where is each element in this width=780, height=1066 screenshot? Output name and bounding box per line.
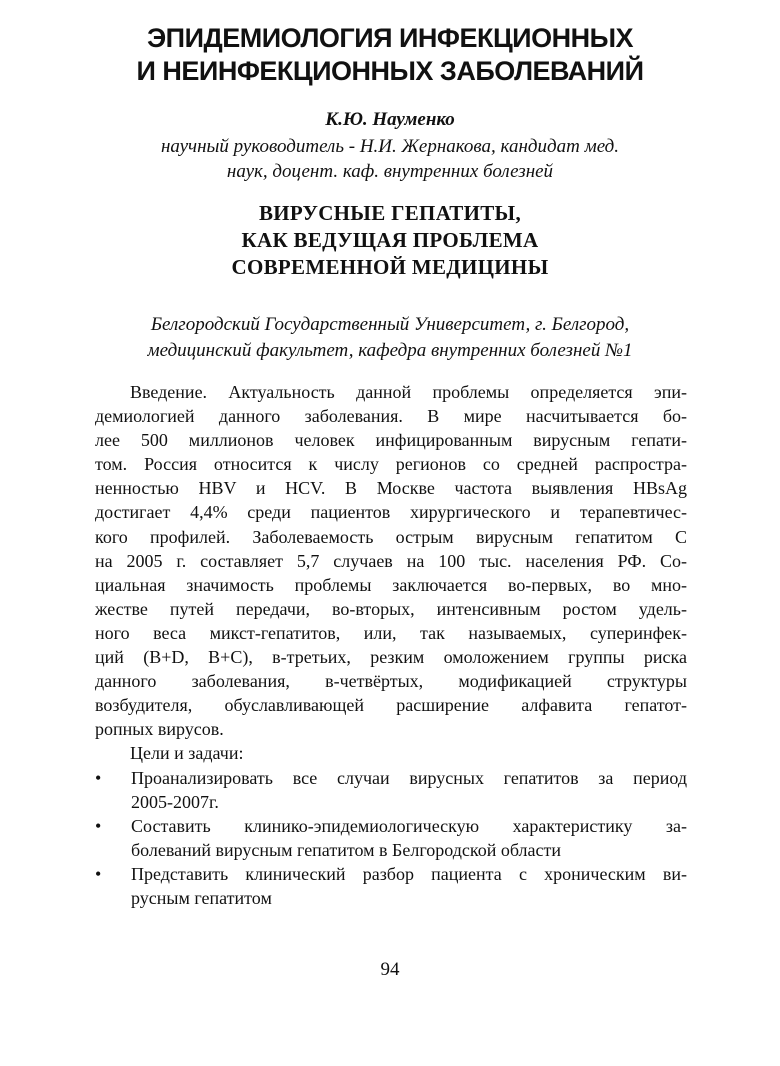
affiliation	[90, 312, 690, 364]
intro-paragraph	[95, 380, 687, 741]
goals-list	[95, 766, 687, 911]
article-title-line-2: КАК ВЕДУЩАЯ ПРОБЛЕМА	[241, 228, 539, 252]
article-title	[0, 200, 780, 281]
goal-line: Составить клинико-эпидемиологическую характеристику за-	[131, 815, 687, 836]
goals-heading: Цели и задачи:	[130, 743, 244, 764]
intro-line: ций (В+D, В+С), в-третьих, резким омоложением группы риска	[95, 647, 687, 668]
goals-section	[95, 741, 687, 910]
intro-line: данного заболевания, в-четвёртых, модификацией структуры	[95, 671, 687, 692]
intro-line: Введение. Актуальность данной проблемы определяется эпи-	[130, 382, 687, 402]
intro-line: демиологией данного заболевания. В мире насчитывается бо-	[95, 406, 687, 427]
supervisor-line-1: научный руководитель - Н.И. Жернакова, кандидат мед.	[160, 136, 620, 157]
intro-line: ропных вирусов.	[95, 719, 224, 740]
affiliation-line-2: медицинский факультет, кафедра внутренних болезней №1	[147, 340, 633, 361]
intro-line: на 2005 г. составляет 5,7 случаев на 100 тыс. населения РФ. Со-	[95, 550, 687, 571]
section-title	[0, 22, 780, 88]
article-title-line-1: ВИРУСНЫЕ ГЕПАТИТЫ,	[258, 201, 522, 225]
section-title-line-1: ЭПИДЕМИОЛОГИЯ ИНФЕКЦИОННЫХ	[146, 23, 634, 53]
supervisor-info	[100, 134, 680, 184]
article-body	[95, 380, 687, 910]
goal-line: Представить клинический разбор пациента с хроническим ви-	[131, 863, 687, 884]
intro-line: лее 500 миллионов человек инфицированным вирусным гепати-	[95, 430, 687, 451]
supervisor-line-2: наук, доцент. каф. внутренних болезней	[226, 161, 554, 182]
goal-item	[95, 766, 687, 814]
affiliation-line-1: Белгородский Государственный Университет, г. Белгород,	[150, 314, 630, 335]
article-title-line-3: СОВРЕМЕННОЙ МЕДИЦИНЫ	[231, 255, 549, 279]
page-number: 94	[380, 959, 400, 980]
section-title-line-2: И НЕИНФЕКЦИОННЫХ ЗАБОЛЕВАНИЙ	[136, 56, 644, 86]
intro-line: ненностью HBV и HCV. В Москве частота выявления HBsAg	[95, 478, 687, 499]
goal-item	[95, 862, 687, 910]
intro-line: кого профилей. Заболеваемость острым вирусным гепатитом С	[95, 526, 687, 547]
goal-line: 2005-2007г.	[131, 791, 219, 812]
intro-line: циальная значимость проблемы заключается во-первых, во мно-	[95, 574, 687, 595]
bullet-icon: •	[95, 815, 102, 836]
goal-line: русным гепатитом	[131, 887, 272, 908]
goal-line: Проанализировать все случаи вирусных гепатитов за период	[131, 767, 687, 788]
intro-line: том. Россия относится к числу регионов со средней распростра-	[95, 454, 687, 475]
goal-line: болеваний вирусным гепатитом в Белгородской области	[131, 839, 562, 860]
author-name: К.Ю. Науменко	[325, 109, 455, 130]
intro-line: ного веса микст-гепатитов, или, так называемых, суперинфек-	[95, 622, 687, 643]
goal-item	[95, 814, 687, 862]
intro-line: жестве путей передачи, во-вторых, интенсивным ростом удель-	[95, 598, 687, 619]
intro-line: достигает 4,4% среди пациентов хирургического и терапевтичес-	[95, 502, 687, 523]
bullet-icon: •	[95, 863, 102, 884]
bullet-icon: •	[95, 767, 102, 788]
intro-line: возбудителя, обуславливающей расширение алфавита гепатот-	[95, 695, 687, 716]
